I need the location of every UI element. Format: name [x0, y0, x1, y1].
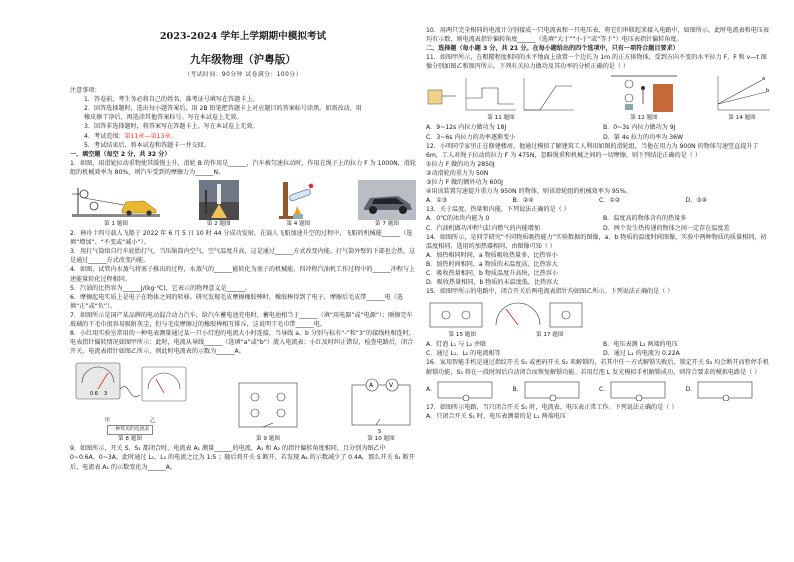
temperature-time-graph	[712, 74, 772, 114]
q16-choice-d[interactable]	[686, 379, 773, 401]
fig8-strip-label: 一种常见的电流表	[107, 425, 153, 435]
svg-text:V: V	[389, 382, 394, 390]
q16-choice-b[interactable]	[513, 379, 600, 401]
fig-row-q11	[426, 74, 772, 122]
option[interactable]: B．电压表测 L₂ 两端的电压	[603, 341, 678, 349]
option[interactable]: A．加热相同时间，a 物质吸收热量多，比热容小	[426, 251, 558, 259]
option[interactable]: B．温度高的物体含有的热量多	[603, 215, 687, 223]
circuit-and-meter-q15	[426, 299, 586, 331]
circuit-option-d	[696, 379, 756, 401]
caption-q15: 第 15 题图	[448, 332, 476, 339]
caption-q12: 第 12 题图	[630, 115, 658, 122]
fig-row-q15	[426, 299, 772, 339]
question-14: 14．如图所示，是同学研究“不同物质吸热能力”实验数据的图像，a、b 物质的温度时间图像，实验中两种物质的质量相同，初温度相同，选用的加热器相同，由图像可知（ ）	[426, 233, 767, 250]
electric-car-photo	[358, 180, 416, 220]
question-16: 16．家用智能手机是通过指纹开关 S₁ 或密码开关 S₂ 来解锁的，若其中任一方式解锁失败后，锁定开关 S₃ 均会断开而暂停手机解锁功能，S₃ 将在一段时间后自动闭合而恢复解锁功能。若用灯泡 L 发光模拟手机解锁成功，则符合要求的模拟电路是（ ）	[426, 359, 769, 376]
note-item: 2．回答选择题时，选出每小题答案后，用 2B 铅笔把答题卡上对应题目的答案标号涂黑。如需改动，用	[84, 105, 362, 113]
option[interactable]: D．两个发生热传递的物体之间一定存在温度差	[603, 224, 730, 232]
question-6: 6．摩擦起电实质上是电子在物体之间的转移。研究发现毛皮摩擦橡胶棒时，橡胶棒得到了电子，摩擦后毛皮带______电（选填“正”或“负”）。	[70, 293, 403, 310]
question-10: 10．用两只完全相同的电流计分别接成一只电流表和一只电压表，将它们串联起来接入电路中，如图所示，此时电流表和电压表均有示数，则电流表指针偏转角度______（选填“大于”“小于”或“等于”）电压表指针偏转角度。	[426, 27, 769, 44]
caption-q2: 第 2 题图	[206, 221, 231, 228]
question-2: 2．神舟十四号载人飞船于 2022 年 6 月 5 日 10 时 44 分成功发射，在载人飞船加速升空的过程中，飞船的机械能______（选填“增加”、“不变或“减小”）。	[70, 230, 413, 247]
figure-q7	[358, 180, 416, 228]
option[interactable]: B．0~3s 内拉力做功为 9J	[603, 124, 676, 132]
pulley-car-illustration	[70, 180, 162, 220]
option[interactable]: A．只闭合开关 S₁ 时，电压表测量的是 L₁ 两端电压	[426, 412, 566, 420]
svg-text:a: a	[762, 76, 766, 83]
option[interactable]: D．第 4s 拉力的功率为 36W	[603, 133, 684, 141]
note-item: 3．回答非选择题时，将答案写在答题卡上。写在本试卷上无效。	[84, 123, 259, 131]
right-column	[426, 26, 772, 421]
fig-row-q8	[70, 359, 416, 443]
rocket-launch-photo	[199, 180, 239, 220]
option[interactable]: B．②④	[512, 197, 534, 205]
svg-text:3: 3	[104, 391, 108, 398]
caption-q7: 第 7 题图	[375, 221, 399, 228]
q11-options	[426, 123, 772, 141]
question-1: 1．如图，用滑轮拉动重物使其缓慢上升，滑轮 B 的作用是______，汽车被匀速拉动时，作用在绳子上的拉力 F 为 1000N，滑轮组的机械效率为 80%，则汽车受到的摩擦力为______N。	[70, 159, 417, 176]
figure-q14	[712, 74, 772, 122]
q12-statement: ③拉力 F 做的额外功为 600J	[426, 179, 503, 187]
option[interactable]: A．0℃的冰块内能为 0	[426, 215, 490, 223]
caption-q11: 第 11 题图	[487, 115, 515, 122]
caption-q10: 第 10 题图	[367, 436, 395, 443]
caption-q17: 第 17 题图	[536, 332, 564, 339]
q13-options	[426, 214, 772, 232]
note-item: 1．答卷前，考生务必将自己的姓名、准考证号填写在答题卡上。	[84, 96, 259, 104]
figure-q11	[426, 74, 576, 122]
q16-choice-c[interactable]	[599, 379, 686, 401]
notes	[70, 86, 416, 150]
worker-pulley-photo	[609, 74, 679, 114]
note-item: 5．考试结束后，将本试卷和答题卡一并交回。	[84, 141, 210, 149]
q15-options	[426, 340, 772, 358]
question-3: 3．用打气筒给自行车轮胎打气，当压缩筒内空气，空气温度升高，这是通过______方式改变内能。打气筒外壁的下部也会热，这是通过______方式改变内能。	[70, 248, 416, 265]
parallel-circuit-q9	[233, 377, 303, 435]
section1-heading: 一、填空题（每空 2 分，共 32 分）	[70, 150, 171, 158]
caption-q8: 第 8 题图	[118, 436, 142, 443]
exam-range: 第11章—第13章。	[124, 132, 177, 140]
svg-text:0.6: 0.6	[90, 391, 98, 398]
question-13: 13．关于温度、热量和内能，下列说法正确的是（ ）	[426, 206, 570, 214]
circuit-option-b	[523, 379, 583, 401]
exam-title: 2023-2024 学年上学期期中模拟考试	[159, 31, 327, 42]
figure-q9	[233, 377, 303, 443]
exam-meta: （考试时间：90分钟 试卷满分：100分）	[184, 72, 302, 78]
figure-q2	[199, 180, 239, 228]
question-5: 5．汽油的比热容为______J/(kg·℃)，它表示的物理意义是______。	[70, 284, 252, 292]
question-17: 17．如图所示电路，当只闭合开关 S₁ 时，电流表、电压表正常工作。下列说法正确的是（ ）	[426, 403, 678, 411]
q12-statement: ④用该装置匀速提升重力为 950N 的物体，则该滑轮组的机械效率为 95%。	[426, 188, 632, 196]
option[interactable]: C．吸收热量相同，b 物质温度升高快，比热容小	[426, 269, 558, 277]
option[interactable]: A．灯泡 L₁ 与 L₂ 并联	[426, 341, 487, 349]
option[interactable]: C．通过 L₁、L₂ 的电流相等	[426, 350, 501, 358]
q12-statement: ①拉力 F 做的功为 2850J	[426, 160, 495, 168]
option[interactable]: A．①③	[426, 197, 448, 205]
option[interactable]: D．③④	[685, 197, 708, 205]
option[interactable]: C．3~6s 内拉力的功率逐渐变小	[426, 133, 516, 141]
q16-choices	[426, 379, 772, 401]
figure-q8	[70, 359, 190, 443]
svg-text:S: S	[378, 429, 382, 436]
q16-choice-a[interactable]	[426, 379, 513, 401]
figure-q15	[426, 299, 586, 339]
question-9: 9．如图所示，开关 S、S₁ 都闭合时，电流表 A₁ 测量______的电流，A₁ 和 A₂ 的指针偏转角度相同，且分别为图乙中 0~0.6A、0~3A，此时通过 L₁、L₂ 的电流之比为 1:5 ；随后将开关 S 断开，若发现 A₂ 的示数减少了 0.4A，那么开关 S₁ 断开后，电流表 A₁ 的示数变化为______A。	[70, 445, 415, 471]
figure-q4	[275, 180, 321, 228]
note-item: 橡皮擦干净后，再选涂其他答案标号。写在本试卷上无效。	[84, 114, 243, 122]
question-11: 11．如图甲所示，在粗糙程度相同的水平地面上放置一个边长为 1m 的正方体物体，受到方向不变的水平拉力 F，F 和 v—t 图像分别如图乙和图丙所示。下列有关拉力做功及其功率的分析正确的是（ ）	[426, 54, 767, 71]
notes-heading: 注意事项：	[70, 87, 101, 95]
option-label: A．	[426, 386, 437, 394]
option[interactable]: C．①②	[599, 197, 621, 205]
option[interactable]: D．吸收热量相同，b 物质的末温度低，比热容大	[426, 279, 559, 287]
q12-choices	[426, 196, 772, 205]
question-15: 15．如图甲所示的电路中，闭合开关后两电流表指针均如图乙所示。下列说法正确的是（ ）	[426, 288, 674, 296]
series-meter-circuit-q10	[346, 377, 416, 435]
test-tube-steam-illustration	[275, 180, 321, 220]
option-label: B．	[512, 386, 523, 394]
figure-q12	[609, 74, 679, 122]
left-column	[70, 22, 416, 472]
force-velocity-graphs	[426, 74, 576, 114]
question-4: 4．如图，试管内水蒸气将塞子推出的过程，水蒸气的______能转化为塞子的机械能，四冲程汽油机工作过程中的______冲程与上述能量转化过程相同。	[70, 266, 416, 283]
question-8: 8．小红用实验室常用的一种电表测量通过某一只小灯泡的电流大小时连接，当导线 a、b 分别与标有“-”和“3”的接线柱相连时，电表指针偏转情况如图甲所示；此时，电流从导线______（选填“a”或“b”）流入电流表；小红及时纠正错误，检查电路后，闭合开关，电流表指针如图乙所示，则此时电流表的示数为______A。	[70, 330, 415, 356]
section2-heading: 二、选择题（每小题 3 分，共 21 分。在每小题给出的四个选项中，只有一项符合题目要求）	[426, 45, 679, 53]
option[interactable]: C．汽油机做功冲程气缸内燃气的内能增加	[426, 224, 540, 232]
caption-q1: 第 1 题图	[104, 221, 128, 228]
exam-subtitle: 九年级物理（沪粤版）	[190, 54, 296, 66]
fig-row-q1	[70, 180, 416, 228]
figure-q1	[70, 180, 162, 228]
svg-text:A: A	[369, 382, 374, 390]
fig8-label-yi: 乙	[150, 418, 156, 425]
option[interactable]: B．加热时间相同，a 物质的末温度高，比热容大	[426, 260, 558, 268]
circuit-option-c	[609, 379, 669, 401]
caption-q4: 第 4 题图	[286, 221, 311, 228]
option-label: C．	[599, 386, 610, 394]
option-label: D．	[685, 386, 697, 394]
ammeter-illustration	[70, 359, 190, 417]
svg-text:b: b	[766, 88, 770, 95]
figure-q10	[346, 377, 416, 443]
note-item-range: 4．考试范围：第11章—第13章。	[84, 132, 177, 140]
question-7: 7．如图所示是国产某品牌的电动混合动力汽车，给汽车蓄电池充电时，蓄电池相当于______（填“用电器”或“电源”）；刚擦完车玻璃的干毛巾很容易吸附灰尘，但与毛皮摩擦过的橡胶棒相互排斥，这说明干毛巾带______电。	[70, 311, 413, 328]
question-12: 12．小明同学家里正在修建楼房，他通过模拟了解建筑工人利用如图的滑轮组，当他在用力为 900N 的物体匀速竖直提升了 6m，工人对绳子拉动的拉力 F 为 475N，忽略绳重和机械之间的一切摩擦，则下列结论正确的是（ ）	[426, 142, 759, 159]
option[interactable]: A．9~12s 内拉力做功为 18J	[426, 124, 507, 132]
circuit-option-a	[436, 379, 496, 401]
caption-q9: 第 9 题图	[256, 436, 280, 443]
q12-statement: ②动滑轮的重力为 50N	[426, 169, 489, 177]
option[interactable]: D．通过 L₁ 的电流为 0.22A	[603, 350, 680, 358]
caption-q14: 第 14 题图	[728, 115, 756, 122]
fig8-label-jia: 甲	[104, 418, 110, 425]
